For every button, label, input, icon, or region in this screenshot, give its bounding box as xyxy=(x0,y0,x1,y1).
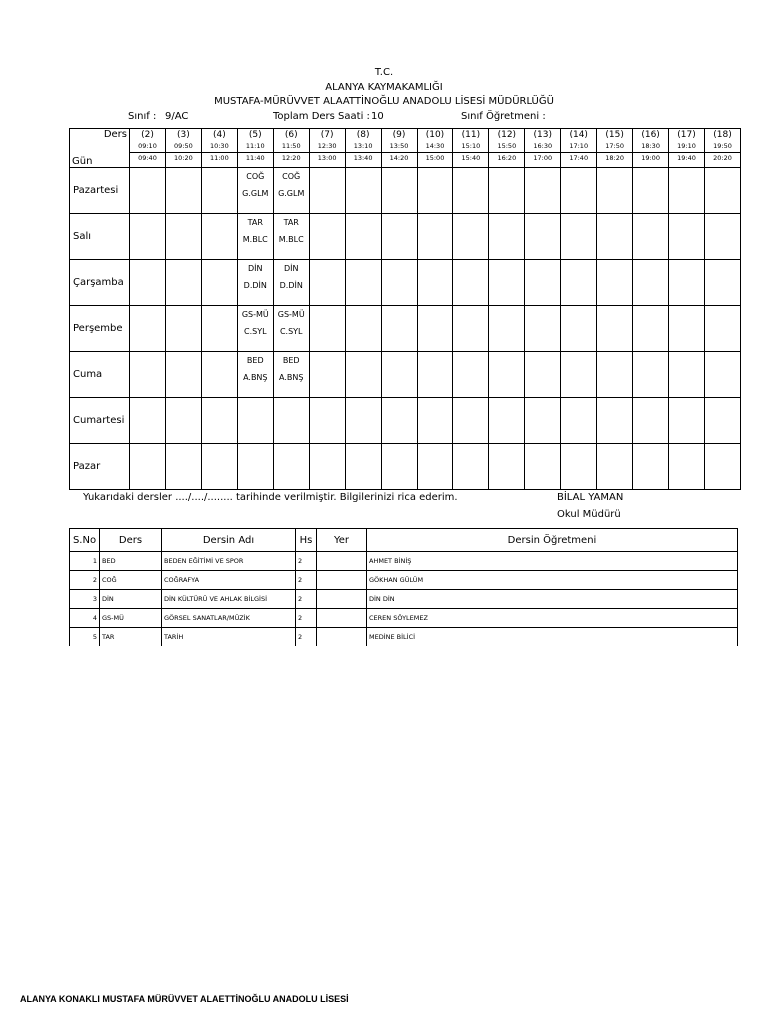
period-number: (9) xyxy=(392,130,406,140)
timetable-slot xyxy=(561,214,597,260)
period-number: (16) xyxy=(641,130,660,140)
course-place xyxy=(317,628,367,647)
period-start: 13:10 xyxy=(353,142,373,150)
slot-course: GS-MÜ xyxy=(277,310,305,319)
slot-teacher: M.BLC xyxy=(242,235,268,244)
slot-course: GS-MÜ xyxy=(241,310,269,319)
class-label: Sınıf : xyxy=(128,111,157,122)
course-no: 1 xyxy=(70,552,100,571)
period-end: 19:00 xyxy=(633,152,668,164)
timetable-slot xyxy=(453,398,489,444)
table-row xyxy=(70,552,738,571)
total-hours-value: 10 xyxy=(371,111,384,122)
timetable-slot xyxy=(417,260,453,306)
period-end: 17:40 xyxy=(561,152,596,164)
timetable-slot xyxy=(309,306,345,352)
period-end: 11:00 xyxy=(202,152,237,164)
course-teacher: MEDİNE BİLİCİ xyxy=(367,628,738,647)
slot-teacher: A.BNŞ xyxy=(279,373,304,382)
timetable-slot xyxy=(130,306,166,352)
header-tc: T.C. xyxy=(374,67,394,78)
course-code: COĞ xyxy=(100,571,162,590)
course-hours: 2 xyxy=(296,571,317,590)
timetable-slot xyxy=(561,260,597,306)
timetable-slot xyxy=(453,168,489,214)
timetable-slot xyxy=(489,168,525,214)
course-column-header: Dersin Adı xyxy=(162,529,296,552)
timetable-slot xyxy=(453,214,489,260)
day-row xyxy=(70,352,741,398)
timetable-slot xyxy=(381,352,417,398)
declaration-note: Yukarıdaki dersler ..../..../........ tarihinde verilmiştir. Bilgilerinizi rica ederim. xyxy=(83,492,458,503)
course-column-header: Hs xyxy=(296,529,317,552)
timetable-slot xyxy=(237,260,273,306)
day-row xyxy=(70,260,741,306)
timetable-slot xyxy=(345,168,381,214)
period-end: 13:40 xyxy=(346,152,381,164)
timetable-slot xyxy=(417,352,453,398)
timetable-slot xyxy=(705,306,741,352)
period-header-row xyxy=(70,129,741,168)
timetable-slot xyxy=(669,352,705,398)
timetable-slot xyxy=(525,306,561,352)
slot-course: COĞ xyxy=(282,172,301,181)
period-start: 15:50 xyxy=(497,142,517,150)
period-header xyxy=(489,129,525,168)
period-header xyxy=(633,129,669,168)
period-header xyxy=(345,129,381,168)
timetable-slot xyxy=(273,444,309,490)
slot-course: TAR xyxy=(283,218,299,227)
period-start: 18:30 xyxy=(641,142,660,150)
day-name: Perşembe xyxy=(70,306,130,352)
timetable-slot xyxy=(633,398,669,444)
slot-course: DİN xyxy=(248,264,263,273)
course-hours: 2 xyxy=(296,609,317,628)
course-name: BEDEN EĞİTİMİ VE SPOR xyxy=(162,552,296,571)
corner-gun: Gün xyxy=(72,156,93,167)
course-teacher: AHMET BİNİŞ xyxy=(367,552,738,571)
timetable-slot xyxy=(273,352,309,398)
timetable-slot xyxy=(597,214,633,260)
course-name: DİN KÜLTÜRÜ VE AHLAK BİLGİSİ xyxy=(162,590,296,609)
timetable-slot xyxy=(237,168,273,214)
course-header-row xyxy=(70,529,738,552)
period-end: 12:20 xyxy=(274,152,309,164)
table-corner xyxy=(70,129,130,168)
table-row xyxy=(70,590,738,609)
slot-teacher: C.SYL xyxy=(279,327,303,336)
period-start: 10:30 xyxy=(209,142,229,150)
timetable-slot xyxy=(381,214,417,260)
principal-title: Okul Müdürü xyxy=(557,509,621,520)
corner-ders: Ders xyxy=(103,129,127,140)
period-start: 09:50 xyxy=(174,142,193,150)
slot-course: COĞ xyxy=(246,172,265,181)
period-start: 15:10 xyxy=(461,142,481,150)
course-teacher: GÖKHAN GÜLÜM xyxy=(367,571,738,590)
timetable-slot xyxy=(345,352,381,398)
period-number: (7) xyxy=(320,130,334,140)
course-code: BED xyxy=(100,552,162,571)
period-number: (10) xyxy=(425,130,445,140)
course-name: TARİH xyxy=(162,628,296,647)
day-row xyxy=(70,214,741,260)
timetable-slot xyxy=(237,444,273,490)
day-name: Pazar xyxy=(70,444,130,490)
timetable-slot xyxy=(273,306,309,352)
timetable-slot xyxy=(309,398,345,444)
course-column-header: S.No xyxy=(70,529,100,552)
timetable-slot xyxy=(201,352,237,398)
period-header xyxy=(705,129,741,168)
timetable-slot xyxy=(417,444,453,490)
course-code: TAR xyxy=(100,628,162,647)
header-school: MUSTAFA-MÜRÜVVET ALAATTİNOĞLU ANADOLU LİSESİ MÜDÜRLÜĞÜ xyxy=(214,96,554,107)
total-hours-label: Toplam Ders Saati : xyxy=(273,111,370,122)
period-number: (14) xyxy=(569,130,588,140)
slot-teacher: D.DİN xyxy=(243,281,267,290)
timetable-slot xyxy=(273,168,309,214)
timetable-slot xyxy=(633,352,669,398)
timetable-slot xyxy=(165,398,201,444)
timetable-slot xyxy=(309,168,345,214)
period-number: (12) xyxy=(497,130,517,140)
timetable-slot xyxy=(669,168,705,214)
slot-course: BED xyxy=(282,356,300,365)
timetable-slot xyxy=(201,444,237,490)
course-column-header: Dersin Öğretmeni xyxy=(367,529,738,552)
slot-teacher: C.SYL xyxy=(244,327,267,336)
timetable-slot xyxy=(201,260,237,306)
period-number: (6) xyxy=(284,130,298,140)
period-start: 17:50 xyxy=(605,142,625,150)
timetable-slot xyxy=(561,352,597,398)
timetable-slot xyxy=(561,168,597,214)
course-name: GÖRSEL SANATLAR/MÜZİK xyxy=(162,609,296,628)
course-name: COĞRAFYA xyxy=(162,571,296,590)
period-start: 19:50 xyxy=(713,142,732,150)
period-header xyxy=(130,129,166,168)
timetable-slot xyxy=(417,214,453,260)
timetable-slot xyxy=(273,260,309,306)
period-header xyxy=(561,129,597,168)
timetable-slot xyxy=(381,260,417,306)
timetable-slot xyxy=(453,444,489,490)
period-end: 18:20 xyxy=(597,152,632,164)
timetable-slot xyxy=(525,214,561,260)
period-number: (13) xyxy=(533,130,553,140)
timetable-slot xyxy=(345,444,381,490)
period-header xyxy=(525,129,561,168)
day-row xyxy=(70,444,741,490)
timetable-slot xyxy=(597,260,633,306)
course-code: DİN xyxy=(100,590,162,609)
timetable-slot xyxy=(165,444,201,490)
timetable-slot xyxy=(165,168,201,214)
period-number: (17) xyxy=(677,130,696,140)
class-teacher-label: Sınıf Öğretmeni : xyxy=(461,111,546,122)
timetable-slot xyxy=(417,306,453,352)
timetable-slot xyxy=(381,306,417,352)
timetable-slot xyxy=(633,260,669,306)
period-end: 15:00 xyxy=(418,152,453,164)
timetable-slot xyxy=(597,168,633,214)
timetable-slot xyxy=(130,168,166,214)
timetable-slot xyxy=(633,168,669,214)
timetable-slot xyxy=(130,214,166,260)
timetable-slot xyxy=(201,214,237,260)
timetable xyxy=(69,128,741,490)
course-teacher: DİN DİN xyxy=(367,590,738,609)
day-row xyxy=(70,398,741,444)
period-end: 09:40 xyxy=(130,152,165,164)
course-place xyxy=(317,552,367,571)
period-header xyxy=(381,129,417,168)
timetable-slot xyxy=(201,168,237,214)
slot-course: TAR xyxy=(247,218,263,227)
timetable-slot xyxy=(705,260,741,306)
period-header xyxy=(165,129,201,168)
period-header xyxy=(309,129,345,168)
timetable-slot xyxy=(705,352,741,398)
timetable-slot xyxy=(525,444,561,490)
timetable-slot xyxy=(597,306,633,352)
timetable-slot xyxy=(597,398,633,444)
period-header xyxy=(201,129,237,168)
period-header xyxy=(669,129,705,168)
course-list-table xyxy=(69,528,738,646)
timetable-slot xyxy=(165,352,201,398)
timetable-slot xyxy=(345,214,381,260)
table-row xyxy=(70,628,738,647)
course-hours: 2 xyxy=(296,628,317,647)
course-hours: 2 xyxy=(296,552,317,571)
period-header xyxy=(597,129,633,168)
timetable-slot xyxy=(633,444,669,490)
period-end: 17:00 xyxy=(525,152,560,164)
timetable-slot xyxy=(669,444,705,490)
course-column-header: Yer xyxy=(317,529,367,552)
timetable-slot xyxy=(561,444,597,490)
timetable-slot xyxy=(705,444,741,490)
timetable-slot xyxy=(165,306,201,352)
timetable-slot xyxy=(201,398,237,444)
principal-name: BİLAL YAMAN xyxy=(557,492,624,503)
period-number: (3) xyxy=(177,130,190,140)
period-number: (5) xyxy=(248,130,262,140)
period-end: 16:20 xyxy=(489,152,524,164)
timetable-slot xyxy=(453,260,489,306)
timetable-slot xyxy=(273,214,309,260)
timetable-slot xyxy=(417,398,453,444)
period-header xyxy=(237,129,273,168)
period-end: 13:00 xyxy=(310,152,345,164)
period-start: 17:10 xyxy=(569,142,589,150)
timetable-slot xyxy=(345,260,381,306)
course-hours: 2 xyxy=(296,590,317,609)
period-end: 15:40 xyxy=(453,152,488,164)
timetable-slot xyxy=(525,352,561,398)
slot-teacher: D.DİN xyxy=(279,281,303,290)
timetable-slot xyxy=(489,352,525,398)
timetable-slot xyxy=(381,168,417,214)
slot-teacher: G.GLM xyxy=(242,189,269,198)
timetable-slot xyxy=(165,260,201,306)
period-start: 19:10 xyxy=(677,142,696,150)
timetable-slot xyxy=(453,352,489,398)
course-column-header: Ders xyxy=(100,529,162,552)
timetable-slot xyxy=(201,306,237,352)
timetable-slot xyxy=(130,260,166,306)
timetable-slot xyxy=(309,260,345,306)
timetable-slot xyxy=(381,444,417,490)
period-start: 11:10 xyxy=(245,142,265,150)
timetable-slot xyxy=(597,352,633,398)
timetable-slot xyxy=(345,398,381,444)
timetable-slot xyxy=(489,398,525,444)
slot-course: DİN xyxy=(283,264,299,273)
timetable-slot xyxy=(561,306,597,352)
table-row xyxy=(70,571,738,590)
day-name: Çarşamba xyxy=(70,260,130,306)
period-header xyxy=(417,129,453,168)
timetable-slot xyxy=(705,214,741,260)
slot-teacher: G.GLM xyxy=(278,189,305,198)
timetable-slot xyxy=(489,260,525,306)
course-no: 5 xyxy=(70,628,100,647)
timetable-slot xyxy=(525,168,561,214)
timetable-slot xyxy=(130,398,166,444)
period-start: 14:30 xyxy=(425,142,445,150)
period-number: (18) xyxy=(713,130,732,140)
slot-teacher: A.BNŞ xyxy=(243,373,268,382)
timetable-slot xyxy=(309,444,345,490)
period-end: 19:40 xyxy=(669,152,704,164)
course-no: 3 xyxy=(70,590,100,609)
timetable-slot xyxy=(669,214,705,260)
timetable-slot xyxy=(525,398,561,444)
timetable-slot xyxy=(705,168,741,214)
timetable-slot xyxy=(237,398,273,444)
timetable-slot xyxy=(309,352,345,398)
timetable-slot xyxy=(561,398,597,444)
timetable-slot xyxy=(633,214,669,260)
timetable-slot xyxy=(597,444,633,490)
timetable-slot xyxy=(381,398,417,444)
day-name: Cumartesi xyxy=(70,398,130,444)
slot-teacher: M.BLC xyxy=(278,235,304,244)
period-end: 14:20 xyxy=(382,152,417,164)
period-start: 11:50 xyxy=(281,142,301,150)
period-number: (2) xyxy=(141,130,154,140)
course-place xyxy=(317,590,367,609)
period-number: (15) xyxy=(605,130,624,140)
period-number: (8) xyxy=(356,130,370,140)
day-name: Pazartesi xyxy=(70,168,130,214)
course-place xyxy=(317,609,367,628)
timetable-slot xyxy=(237,214,273,260)
period-header xyxy=(453,129,489,168)
course-code: GS-MÜ xyxy=(100,609,162,628)
period-end: 10:20 xyxy=(166,152,201,164)
timetable-slot xyxy=(633,306,669,352)
day-name: Salı xyxy=(70,214,130,260)
timetable-slot xyxy=(669,260,705,306)
period-end: 20:20 xyxy=(705,152,740,164)
timetable-slot xyxy=(525,260,561,306)
period-start: 12:30 xyxy=(317,142,337,150)
period-header xyxy=(273,129,309,168)
course-no: 2 xyxy=(70,571,100,590)
timetable-slot xyxy=(130,352,166,398)
timetable-slot xyxy=(345,306,381,352)
timetable-slot xyxy=(669,306,705,352)
timetable-slot xyxy=(417,168,453,214)
timetable-slot xyxy=(130,444,166,490)
footer-school-name: ALANYA KONAKLI MUSTAFA MÜRÜVVET ALAETTİNOĞLU ANADOLU LİSESİ xyxy=(20,994,349,1004)
period-start: 09:10 xyxy=(138,142,157,150)
timetable-slot xyxy=(489,214,525,260)
timetable-slot xyxy=(705,398,741,444)
course-place xyxy=(317,571,367,590)
course-no: 4 xyxy=(70,609,100,628)
course-teacher: CEREN SÖYLEMEZ xyxy=(367,609,738,628)
timetable-slot xyxy=(273,398,309,444)
day-name: Cuma xyxy=(70,352,130,398)
period-end: 11:40 xyxy=(238,152,273,164)
header-district: ALANYA KAYMAKAMLIĞI xyxy=(325,82,443,93)
timetable-slot xyxy=(237,352,273,398)
class-value: 9/AC xyxy=(165,111,189,122)
timetable-slot xyxy=(489,444,525,490)
timetable-slot xyxy=(237,306,273,352)
timetable-slot xyxy=(165,214,201,260)
table-row xyxy=(70,609,738,628)
timetable-slot xyxy=(489,306,525,352)
timetable-slot xyxy=(309,214,345,260)
period-start: 13:50 xyxy=(389,142,409,150)
day-row xyxy=(70,306,741,352)
period-start: 16:30 xyxy=(533,142,553,150)
timetable-slot xyxy=(669,398,705,444)
period-number: (4) xyxy=(212,130,226,140)
slot-course: BED xyxy=(246,356,264,365)
day-row xyxy=(70,168,741,214)
timetable-slot xyxy=(453,306,489,352)
period-number: (11) xyxy=(461,130,481,140)
